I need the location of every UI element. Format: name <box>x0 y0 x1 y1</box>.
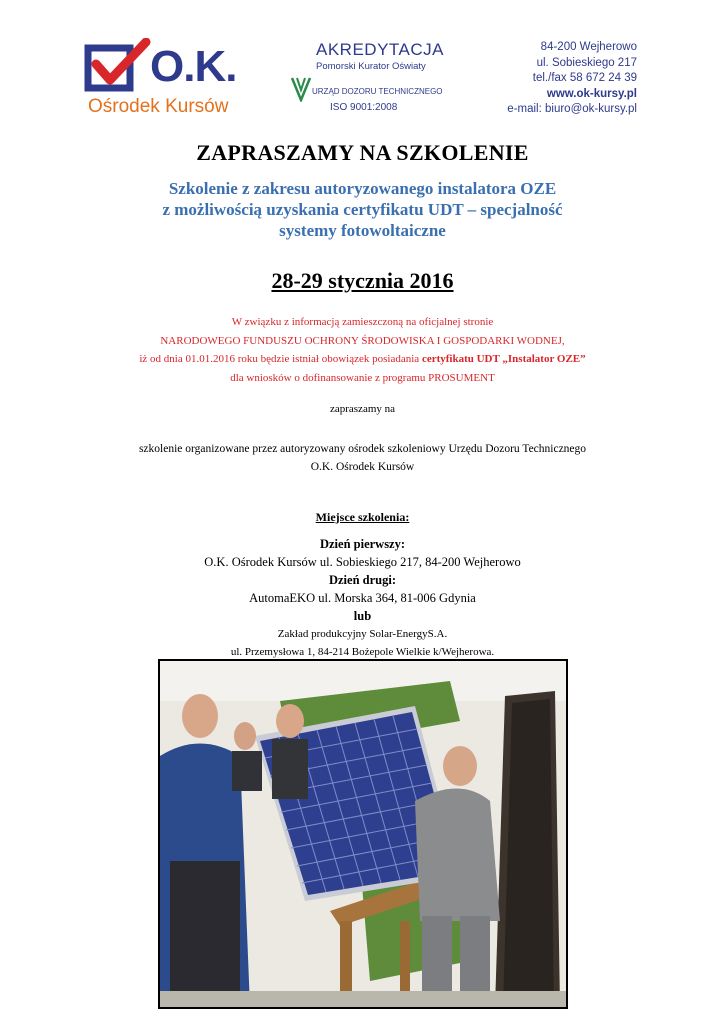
notice-block <box>0 313 725 387</box>
alt-address: ul. Przemysłowa 1, 84-214 Bożepole Wielkie k/Wejherowa. <box>230 646 495 658</box>
notice-line-3 <box>0 350 725 369</box>
iso-label: ISO 9001:2008 <box>330 102 398 113</box>
subtitle-line-3: systemy fotowoltaiczne <box>279 221 446 240</box>
organizer-block <box>0 440 725 476</box>
subtitle-line-2: z możliwością uzyskania certyfikatu UDT – specjalność <box>162 200 563 219</box>
subtitle-line-1: Szkolenie z zakresu autoryzowanego instalatora OZE <box>168 179 557 198</box>
day1-address: O.K. Ośrodek Kursów ul. Sobieskiego 217, 84-200 Wejherowo <box>204 555 521 569</box>
page-title: ZAPRASZAMY NA SZKOLENIE <box>196 140 529 165</box>
contact-phone: tel./fax 58 672 24 39 <box>532 72 637 84</box>
contact-street: ul. Sobieskiego 217 <box>536 56 637 69</box>
logo-subtitle: Ośrodek Kursów <box>88 96 229 117</box>
place-heading: Miejsce szkolenia: <box>315 510 410 524</box>
contact-email-link[interactable]: e-mail: biuro@ok-kursy.pl <box>507 103 637 115</box>
or-label: lub <box>353 609 372 623</box>
logo-name: O.K. <box>150 42 237 91</box>
course-subtitle <box>0 178 725 241</box>
course-date: 28-29 stycznia 2016 <box>271 268 454 293</box>
accreditation-subtitle: Pomorski Kurator Oświaty <box>316 61 426 72</box>
contact-postal: 84-200 Wejherowo <box>540 41 637 53</box>
ok-logo[interactable] <box>84 38 244 118</box>
contact-website-link[interactable]: www.ok-kursy.pl <box>546 87 637 100</box>
letterhead <box>0 0 725 130</box>
notice-line-2: NARODOWEGO FUNDUSZU OCHRONY ŚRODOWISKA I GOSPODARKI WODNEJ, <box>160 334 565 347</box>
contact-block <box>487 40 637 118</box>
training-photo-illustration <box>160 661 566 1007</box>
organizer-line-2: O.K. Ośrodek Kursów <box>310 461 415 473</box>
organizer-line-1: szkolenie organizowane przez autoryzowany ośrodek szkoleniowy Urzędu Dozoru Technicznego <box>138 443 587 455</box>
udt-logo-icon <box>290 76 312 102</box>
udt-label: URZĄD DOZORU TECHNICZNEGO <box>312 87 443 96</box>
alt-place: Zakład produkcyjny Solar-EnergyS.A. <box>277 628 448 640</box>
person-middle-icon <box>272 704 308 799</box>
accreditation-block <box>290 40 450 120</box>
day1-label: Dzień pierwszy: <box>319 537 406 551</box>
invite-text: zapraszamy na <box>329 403 396 415</box>
notice-certificate: certyfikatu UDT „Instalator OZE” <box>421 353 586 365</box>
notice-line-3-text: iż od dnia 01.01.2016 roku będzie istniał obowiązek posiadania <box>139 353 422 365</box>
notice-line-1: W związku z informacją zamieszczoną na oficjalnej stronie <box>231 316 494 328</box>
day2-label: Dzień drugi: <box>328 573 396 587</box>
notice-line-4: dla wniosków o dofinansowanie z programu PROSUMENT <box>230 371 495 384</box>
accreditation-title: AKREDYTACJA <box>316 40 444 59</box>
day2-address: AutomaEKO ul. Morska 364, 81-006 Gdynia <box>249 591 476 605</box>
checkbox-check-icon <box>84 38 154 98</box>
training-photo <box>158 659 568 1009</box>
place-block <box>0 535 725 661</box>
